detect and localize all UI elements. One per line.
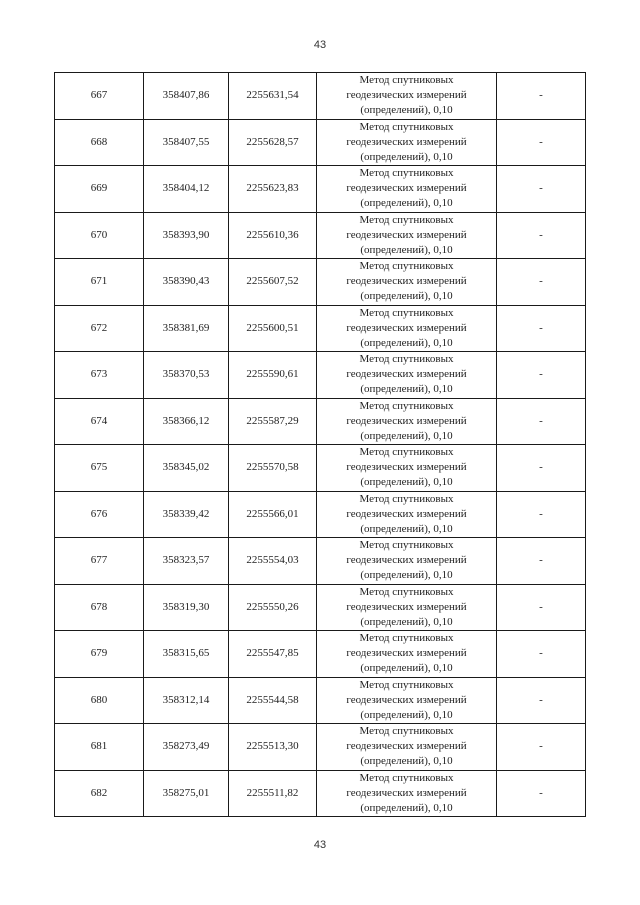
table-row bbox=[55, 677, 586, 724]
method-cell bbox=[317, 677, 497, 724]
method-cell bbox=[317, 724, 497, 771]
method-line: (определений), 0,10 bbox=[360, 336, 453, 349]
page-number-bottom: 43 bbox=[313, 839, 327, 851]
method-cell bbox=[317, 352, 497, 399]
x-coordinate-cell: 358370,53 bbox=[144, 352, 229, 399]
method-line: геодезических измерений bbox=[346, 507, 467, 520]
method-line: (определений), 0,10 bbox=[360, 662, 453, 675]
method-cell bbox=[317, 305, 497, 352]
method-line: геодезических измерений bbox=[346, 461, 467, 474]
table-row bbox=[55, 119, 586, 166]
y-coordinate-cell: 2255566,01 bbox=[229, 491, 317, 538]
y-coordinate-cell: 2255600,51 bbox=[229, 305, 317, 352]
method-cell bbox=[317, 770, 497, 817]
point-number-cell: 676 bbox=[55, 491, 144, 538]
x-coordinate-cell: 358315,65 bbox=[144, 631, 229, 678]
method-line: геодезических измерений bbox=[346, 275, 467, 288]
method-cell bbox=[317, 398, 497, 445]
y-coordinate-cell: 2255623,83 bbox=[229, 166, 317, 213]
method-line: (определений), 0,10 bbox=[360, 755, 453, 768]
method-line: Метод спутниковых bbox=[359, 678, 454, 691]
method-line: (определений), 0,10 bbox=[360, 569, 453, 582]
method-line: Метод спутниковых bbox=[359, 260, 454, 273]
description-cell: - bbox=[497, 73, 586, 120]
point-number-cell: 675 bbox=[55, 445, 144, 492]
table-row bbox=[55, 770, 586, 817]
method-line: геодезических измерений bbox=[346, 554, 467, 567]
x-coordinate-cell: 358339,42 bbox=[144, 491, 229, 538]
table-row bbox=[55, 166, 586, 213]
point-number-cell: 674 bbox=[55, 398, 144, 445]
description-cell: - bbox=[497, 491, 586, 538]
description-cell: - bbox=[497, 166, 586, 213]
method-line: (определений), 0,10 bbox=[360, 243, 453, 256]
method-line: (определений), 0,10 bbox=[360, 104, 453, 117]
method-line: геодезических измерений bbox=[346, 647, 467, 660]
x-coordinate-cell: 358407,86 bbox=[144, 73, 229, 120]
point-number-cell: 677 bbox=[55, 538, 144, 585]
method-line: Метод спутниковых bbox=[359, 771, 454, 784]
y-coordinate-cell: 2255587,29 bbox=[229, 398, 317, 445]
method-line: Метод спутниковых bbox=[359, 585, 454, 598]
method-line: Метод спутниковых bbox=[359, 74, 454, 87]
description-cell: - bbox=[497, 119, 586, 166]
table-row bbox=[55, 491, 586, 538]
method-cell bbox=[317, 166, 497, 213]
description-cell: - bbox=[497, 677, 586, 724]
method-line: геодезических измерений bbox=[346, 368, 467, 381]
description-cell: - bbox=[497, 398, 586, 445]
x-coordinate-cell: 358381,69 bbox=[144, 305, 229, 352]
method-line: геодезических измерений bbox=[346, 228, 467, 241]
method-line: (определений), 0,10 bbox=[360, 383, 453, 396]
table-row bbox=[55, 73, 586, 120]
point-number-cell: 682 bbox=[55, 770, 144, 817]
y-coordinate-cell: 2255554,03 bbox=[229, 538, 317, 585]
method-cell bbox=[317, 445, 497, 492]
y-coordinate-cell: 2255511,82 bbox=[229, 770, 317, 817]
method-line: Метод спутниковых bbox=[359, 446, 454, 459]
description-cell: - bbox=[497, 770, 586, 817]
method-cell bbox=[317, 631, 497, 678]
point-number-cell: 671 bbox=[55, 259, 144, 306]
method-line: геодезических измерений bbox=[346, 182, 467, 195]
point-number-cell: 669 bbox=[55, 166, 144, 213]
y-coordinate-cell: 2255628,57 bbox=[229, 119, 317, 166]
description-cell: - bbox=[497, 259, 586, 306]
table-row bbox=[55, 631, 586, 678]
x-coordinate-cell: 358407,55 bbox=[144, 119, 229, 166]
point-number-cell: 670 bbox=[55, 212, 144, 259]
table-row bbox=[55, 398, 586, 445]
method-line: геодезических измерений bbox=[346, 740, 467, 753]
x-coordinate-cell: 358393,90 bbox=[144, 212, 229, 259]
method-line: геодезических измерений bbox=[346, 321, 467, 334]
method-line: Метод спутниковых bbox=[359, 399, 454, 412]
method-cell bbox=[317, 119, 497, 166]
table-row bbox=[55, 305, 586, 352]
method-line: геодезических измерений bbox=[346, 89, 467, 102]
method-line: Метод спутниковых bbox=[359, 492, 454, 505]
method-line: Метод спутниковых bbox=[359, 213, 454, 226]
point-number-cell: 680 bbox=[55, 677, 144, 724]
point-number-cell: 678 bbox=[55, 584, 144, 631]
method-line: (определений), 0,10 bbox=[360, 197, 453, 210]
method-cell bbox=[317, 538, 497, 585]
table-row bbox=[55, 259, 586, 306]
point-number-cell: 672 bbox=[55, 305, 144, 352]
x-coordinate-cell: 358319,30 bbox=[144, 584, 229, 631]
table-row bbox=[55, 352, 586, 399]
page-number-top: 43 bbox=[313, 39, 327, 51]
table-row bbox=[55, 724, 586, 771]
description-cell: - bbox=[497, 631, 586, 678]
x-coordinate-cell: 358273,49 bbox=[144, 724, 229, 771]
point-number-cell: 681 bbox=[55, 724, 144, 771]
y-coordinate-cell: 2255513,30 bbox=[229, 724, 317, 771]
description-cell: - bbox=[497, 212, 586, 259]
description-cell: - bbox=[497, 352, 586, 399]
y-coordinate-cell: 2255544,58 bbox=[229, 677, 317, 724]
point-number-cell: 667 bbox=[55, 73, 144, 120]
method-line: (определений), 0,10 bbox=[360, 290, 453, 303]
description-cell: - bbox=[497, 538, 586, 585]
x-coordinate-cell: 358390,43 bbox=[144, 259, 229, 306]
method-line: (определений), 0,10 bbox=[360, 801, 453, 814]
method-line: Метод спутниковых bbox=[359, 632, 454, 645]
y-coordinate-cell: 2255570,58 bbox=[229, 445, 317, 492]
y-coordinate-cell: 2255550,26 bbox=[229, 584, 317, 631]
method-cell bbox=[317, 259, 497, 306]
x-coordinate-cell: 358345,02 bbox=[144, 445, 229, 492]
method-line: (определений), 0,10 bbox=[360, 476, 453, 489]
method-line: Метод спутниковых bbox=[359, 353, 454, 366]
method-line: Метод спутниковых bbox=[359, 725, 454, 738]
table-row bbox=[55, 584, 586, 631]
x-coordinate-cell: 358366,12 bbox=[144, 398, 229, 445]
method-line: (определений), 0,10 bbox=[360, 150, 453, 163]
x-coordinate-cell: 358323,57 bbox=[144, 538, 229, 585]
method-cell bbox=[317, 584, 497, 631]
method-line: (определений), 0,10 bbox=[360, 429, 453, 442]
method-line: геодезических измерений bbox=[346, 600, 467, 613]
method-line: Метод спутниковых bbox=[359, 539, 454, 552]
method-line: Метод спутниковых bbox=[359, 120, 454, 133]
method-cell bbox=[317, 73, 497, 120]
x-coordinate-cell: 358275,01 bbox=[144, 770, 229, 817]
method-line: (определений), 0,10 bbox=[360, 615, 453, 628]
y-coordinate-cell: 2255547,85 bbox=[229, 631, 317, 678]
x-coordinate-cell: 358312,14 bbox=[144, 677, 229, 724]
y-coordinate-cell: 2255607,52 bbox=[229, 259, 317, 306]
method-line: Метод спутниковых bbox=[359, 306, 454, 319]
point-number-cell: 679 bbox=[55, 631, 144, 678]
coordinates-table-body bbox=[55, 73, 586, 817]
method-cell bbox=[317, 212, 497, 259]
coordinates-table bbox=[54, 72, 586, 817]
y-coordinate-cell: 2255631,54 bbox=[229, 73, 317, 120]
method-line: геодезических измерений bbox=[346, 786, 467, 799]
description-cell: - bbox=[497, 584, 586, 631]
y-coordinate-cell: 2255610,36 bbox=[229, 212, 317, 259]
method-line: (определений), 0,10 bbox=[360, 522, 453, 535]
method-cell bbox=[317, 491, 497, 538]
description-cell: - bbox=[497, 305, 586, 352]
point-number-cell: 668 bbox=[55, 119, 144, 166]
method-line: геодезических измерений bbox=[346, 135, 467, 148]
x-coordinate-cell: 358404,12 bbox=[144, 166, 229, 213]
method-line: Метод спутниковых bbox=[359, 167, 454, 180]
point-number-cell: 673 bbox=[55, 352, 144, 399]
table-row bbox=[55, 445, 586, 492]
description-cell: - bbox=[497, 445, 586, 492]
table-row bbox=[55, 538, 586, 585]
y-coordinate-cell: 2255590,61 bbox=[229, 352, 317, 399]
method-line: геодезических измерений bbox=[346, 414, 467, 427]
method-line: (определений), 0,10 bbox=[360, 708, 453, 721]
description-cell: - bbox=[497, 724, 586, 771]
table-row bbox=[55, 212, 586, 259]
method-line: геодезических измерений bbox=[346, 693, 467, 706]
